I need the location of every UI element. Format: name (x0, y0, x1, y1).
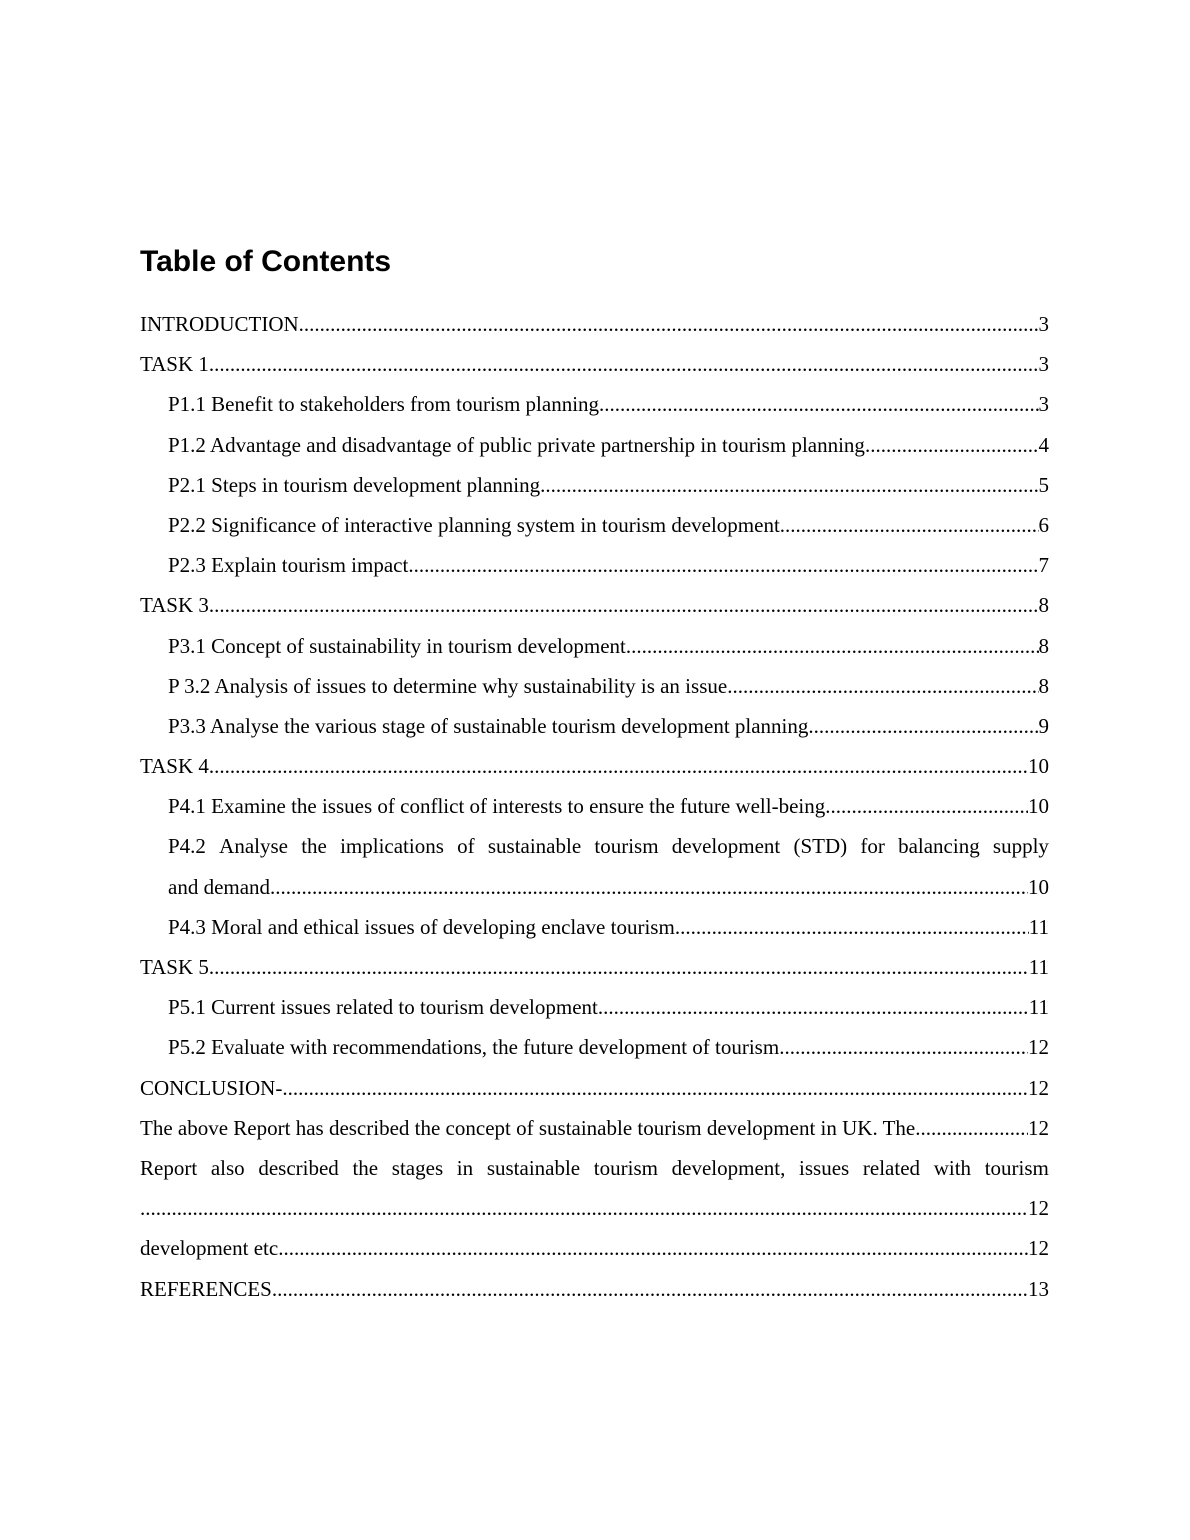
toc-dot-leader (915, 1108, 1028, 1148)
toc-page-number: 13 (1028, 1276, 1049, 1301)
toc-entry-text: TASK 4 (140, 754, 209, 779)
toc-entry-word: development, (671, 1155, 786, 1180)
toc-page-number: 12 (1028, 1196, 1049, 1221)
toc-entry[interactable] (140, 1228, 1049, 1268)
toc-entry[interactable] (140, 987, 1049, 1027)
toc-dot-leader (209, 746, 1028, 786)
toc-entry[interactable] (140, 706, 1049, 746)
toc-entry[interactable] (140, 545, 1049, 585)
toc-dot-leader (675, 907, 1029, 947)
toc-entry[interactable] (140, 1188, 1049, 1228)
toc-entry-text: P3.1 Concept of sustainability in tourism development (168, 633, 626, 658)
toc-entry-text: P2.3 Explain tourism impact (168, 553, 409, 578)
toc-entry[interactable] (140, 786, 1049, 826)
toc-entry[interactable] (140, 1269, 1049, 1309)
toc-entry-word: Report (140, 1155, 198, 1180)
toc-entry-text: TASK 1 (140, 352, 209, 377)
toc-entry[interactable] (140, 425, 1049, 465)
toc-entry-text: P 3.2 Analysis of issues to determine why sustainability is an issue (168, 673, 728, 698)
toc-entry-text: and demand (168, 874, 271, 899)
toc-dot-leader (209, 585, 1039, 625)
toc-entry-word: balancing (898, 834, 980, 859)
toc-dot-leader (299, 304, 1039, 344)
toc-list (140, 304, 1049, 1309)
toc-dot-leader (270, 867, 1028, 907)
toc-entry-word: (STD) (793, 834, 848, 859)
toc-page-number: 3 (1038, 352, 1049, 377)
toc-entry-word: P4.2 (168, 834, 206, 859)
toc-dot-leader (780, 505, 1039, 545)
toc-dot-leader (825, 786, 1028, 826)
toc-entry-text: P2.1 Steps in tourism development planning (168, 472, 541, 497)
toc-page-number: 10 (1028, 874, 1049, 899)
toc-entry[interactable] (140, 304, 1049, 344)
toc-page-number: 6 (1038, 512, 1049, 537)
toc-dot-leader (278, 1228, 1028, 1268)
toc-page-number: 12 (1028, 1236, 1049, 1261)
toc-entry[interactable] (140, 947, 1049, 987)
toc-entry[interactable] (140, 746, 1049, 786)
toc-entry-word: supply (992, 834, 1049, 859)
toc-entry-text: The above Report has described the concept of sustainable tourism development in UK. The (140, 1115, 916, 1140)
toc-entry-text: P2.2 Significance of interactive planning system in tourism development (168, 512, 780, 537)
toc-page-number: 12 (1028, 1075, 1049, 1100)
toc-entry-word: the (301, 834, 327, 859)
toc-page-number: 11 (1028, 955, 1049, 979)
toc-entry[interactable] (140, 384, 1049, 424)
toc-entry-word: described (258, 1155, 339, 1180)
toc-entry-text: CONCLUSION- (140, 1075, 283, 1100)
toc-entry-text: development etc (140, 1236, 279, 1261)
toc-entry-word: sustainable (486, 1155, 581, 1180)
toc-dot-leader (140, 1188, 1028, 1228)
toc-dot-leader (808, 706, 1038, 746)
toc-page-number: 11 (1028, 914, 1049, 939)
toc-dot-leader (626, 626, 1039, 666)
toc-page-number: 10 (1028, 794, 1049, 819)
toc-dot-leader (209, 344, 1039, 384)
toc-entry-word: sustainable (487, 834, 582, 859)
toc-dot-leader (540, 465, 1038, 505)
toc-page-number: 7 (1038, 553, 1049, 578)
toc-entry[interactable] (140, 505, 1049, 545)
toc-entry-text: P1.1 Benefit to stakeholders from tourism planning (168, 392, 600, 417)
toc-entry-word: with (933, 1155, 972, 1180)
toc-entry-text: TASK 5 (140, 955, 209, 979)
toc-entry-text: P5.1 Current issues related to tourism development (168, 995, 598, 1020)
toc-dot-leader (282, 1068, 1028, 1108)
toc-dot-leader (727, 666, 1038, 706)
toc-entry[interactable] (140, 1027, 1049, 1067)
toc-page-number: 3 (1038, 312, 1049, 336)
toc-page-number: 8 (1038, 673, 1049, 698)
toc-page-number: 10 (1028, 754, 1049, 779)
toc-entry-word: of (457, 834, 475, 859)
toc-entry[interactable] (140, 465, 1049, 505)
toc-entry-text: P4.3 Moral and ethical issues of developing enclave tourism (168, 914, 675, 939)
toc-dot-leader (598, 987, 1029, 1027)
toc-entry-word: issues (799, 1155, 850, 1180)
toc-dot-leader (272, 1269, 1028, 1309)
toc-entry-word: for (860, 834, 885, 859)
toc-entry[interactable] (140, 1068, 1049, 1108)
toc-dot-leader (209, 947, 1029, 987)
toc-dot-leader (865, 425, 1039, 465)
toc-page-number: 8 (1038, 593, 1049, 618)
toc-dot-leader (408, 545, 1038, 585)
toc-page-number: 8 (1038, 633, 1049, 658)
toc-entry-text: P1.2 Advantage and disadvantage of public private partnership in tourism planning (168, 432, 865, 457)
toc-entry[interactable] (140, 867, 1049, 907)
toc-entry-word: related (862, 1155, 921, 1180)
toc-entry-word: tourism (984, 1155, 1049, 1180)
toc-entry[interactable] (140, 1108, 1049, 1148)
toc-entry-text: REFERENCES (140, 1276, 272, 1301)
toc-entry[interactable] (140, 344, 1049, 384)
toc-page-number: 5 (1038, 472, 1049, 497)
toc-heading: Table of Contents (140, 245, 392, 278)
toc-entry-word: tourism (593, 1155, 658, 1180)
toc-entry[interactable] (140, 826, 1049, 866)
toc-page-number: 9 (1038, 713, 1049, 738)
toc-entry-text: P3.3 Analyse the various stage of sustainable tourism development planning (168, 713, 809, 738)
toc-entry[interactable] (140, 907, 1049, 947)
toc-entry-word: stages (391, 1155, 444, 1180)
toc-entry-word: Analyse (219, 834, 288, 859)
toc-entry-word: development (671, 834, 781, 859)
toc-dot-leader (779, 1027, 1028, 1067)
toc-entry[interactable] (140, 585, 1049, 625)
toc-entry-word: also (210, 1155, 245, 1180)
toc-entry[interactable] (140, 666, 1049, 706)
toc-page-number: 12 (1028, 1115, 1049, 1140)
toc-entry-text: P5.2 Evaluate with recommendations, the future development of tourism (168, 1035, 780, 1060)
toc-entry-text: P4.1 Examine the issues of conflict of interests to ensure the future well-being (168, 794, 826, 819)
toc-entry-word: the (352, 1155, 379, 1180)
toc-entry-text: INTRODUCTION (140, 312, 299, 336)
toc-entry-word: tourism (594, 834, 659, 859)
toc-page-number: 12 (1028, 1035, 1049, 1060)
toc-entry[interactable] (140, 1148, 1049, 1188)
toc-entry-word: implications (340, 834, 444, 859)
toc-page-number: 3 (1038, 392, 1049, 417)
toc-page-number: 11 (1028, 995, 1049, 1020)
toc-dot-leader (599, 384, 1038, 424)
toc-entry[interactable] (140, 626, 1049, 666)
toc-entry-text: TASK 3 (140, 593, 209, 618)
toc-page-number: 4 (1038, 432, 1049, 457)
toc-entry-word: in (456, 1155, 474, 1180)
